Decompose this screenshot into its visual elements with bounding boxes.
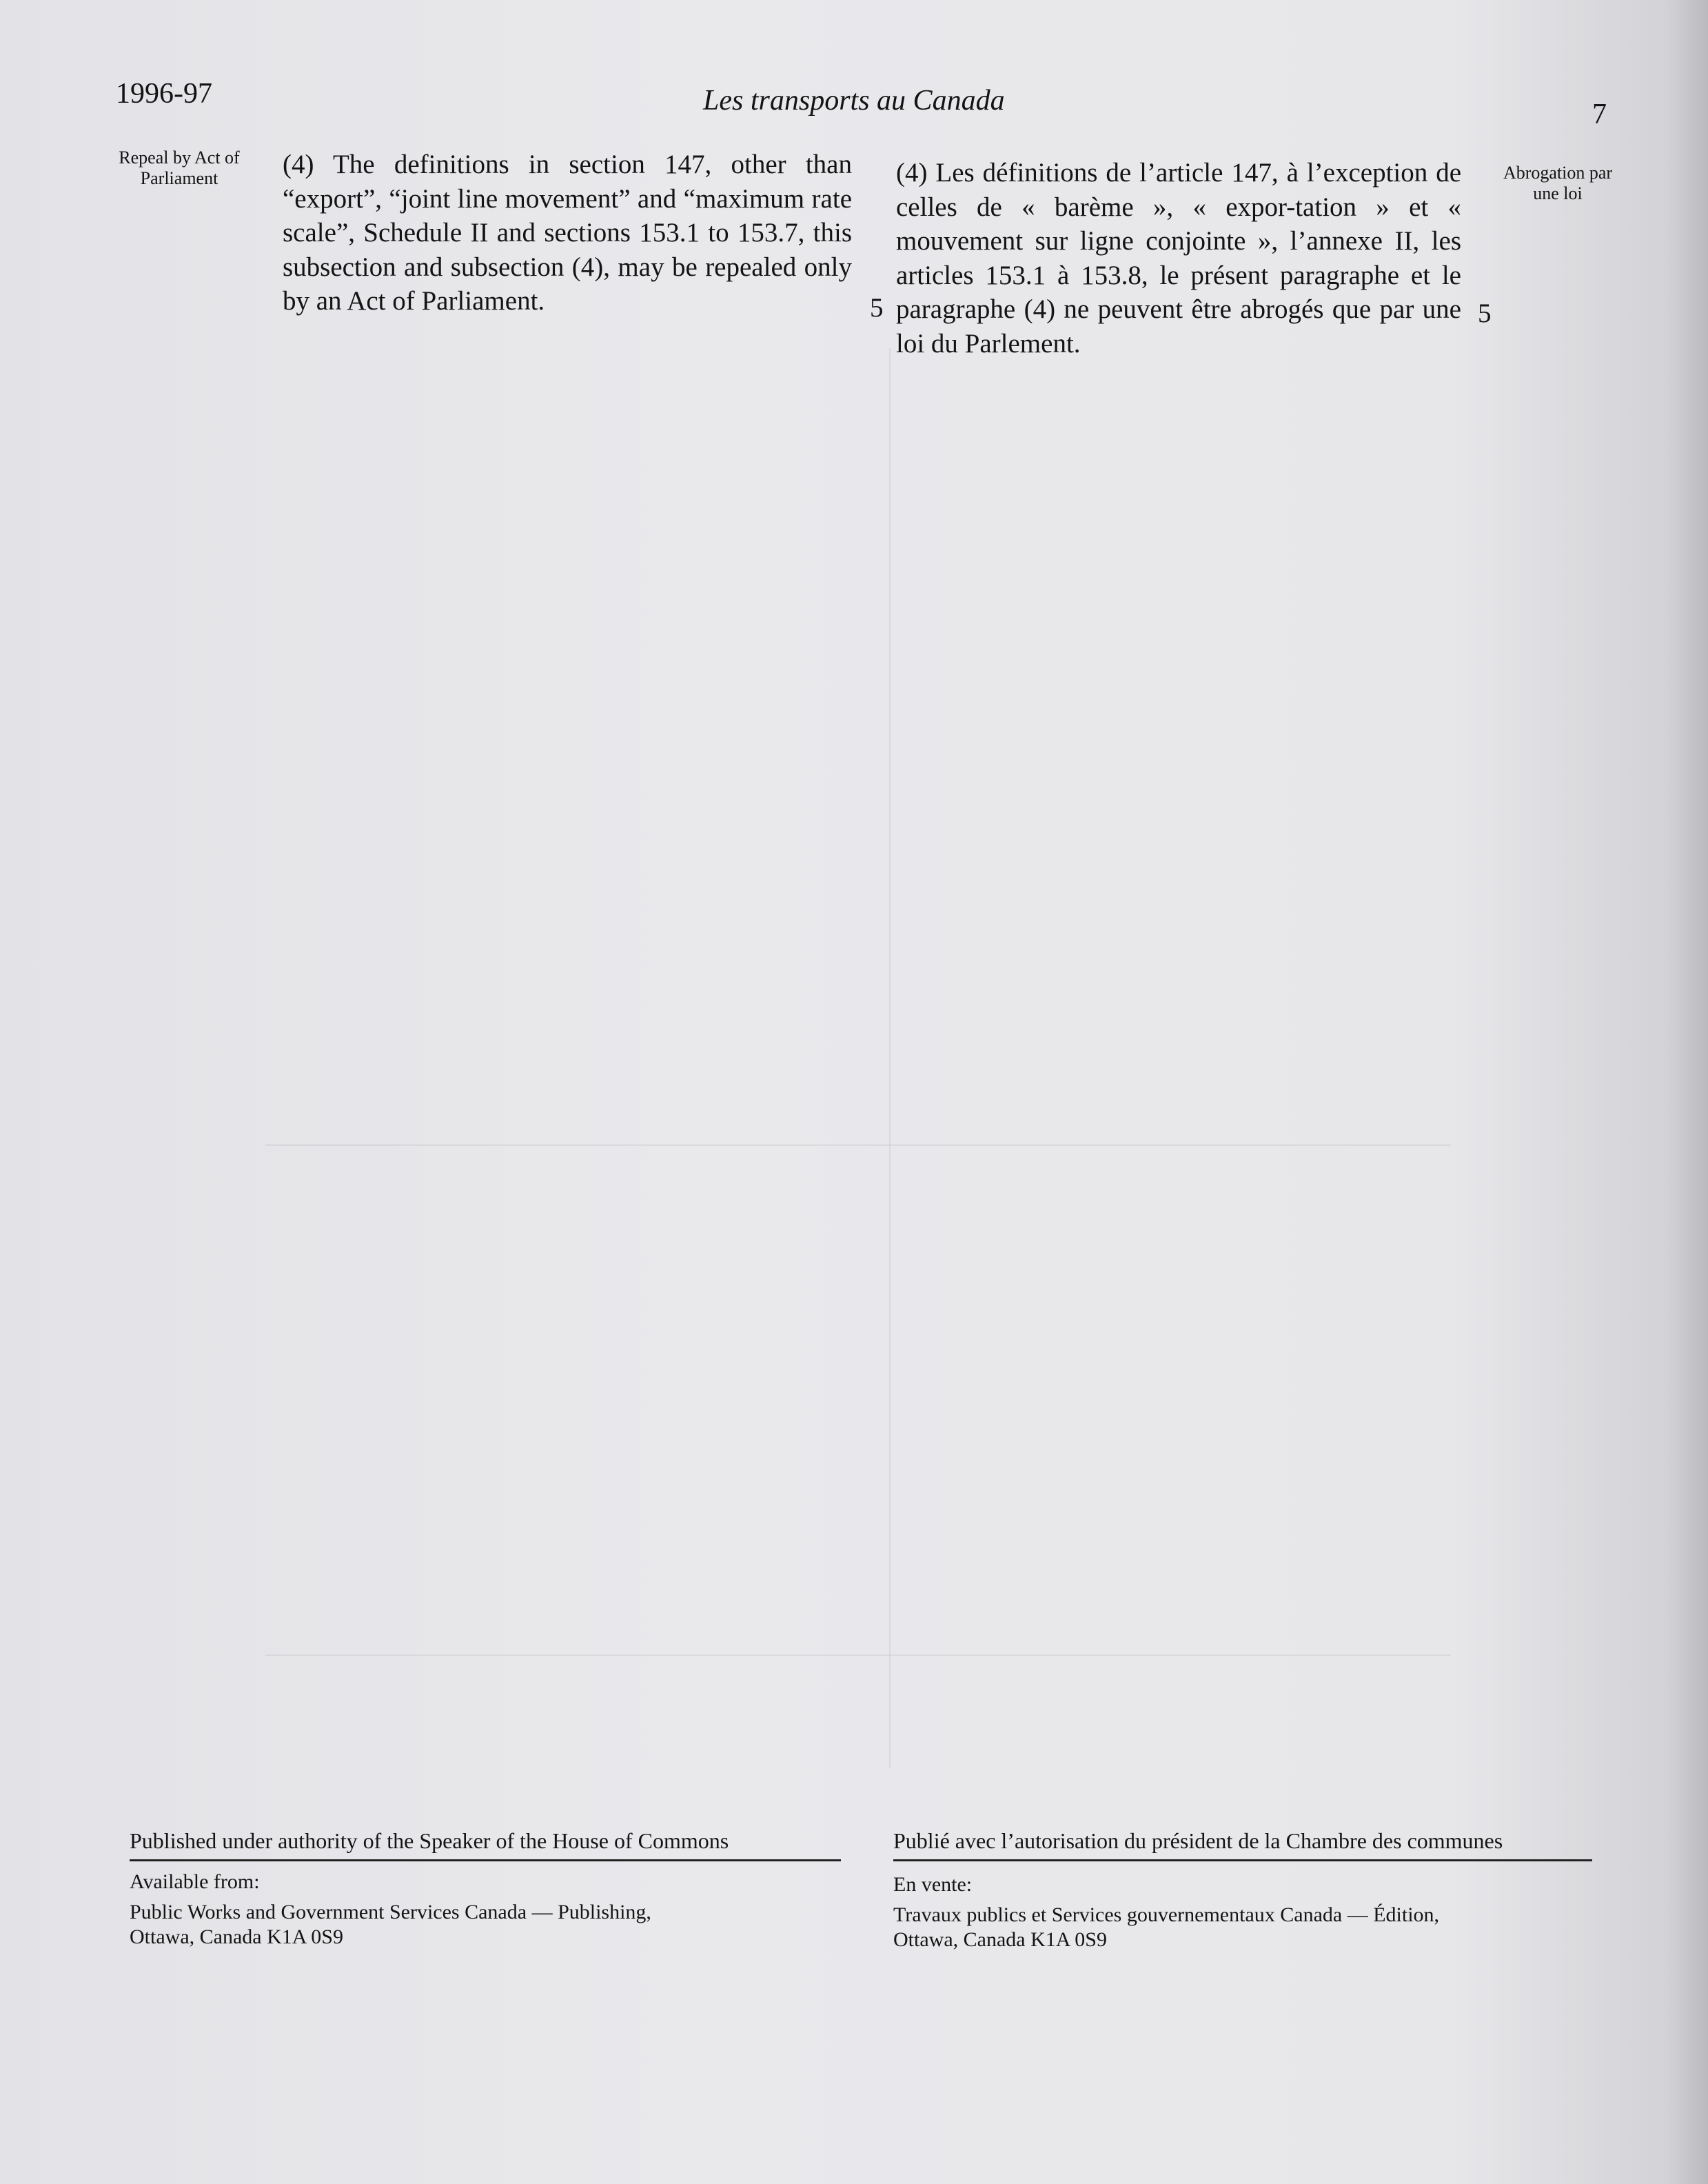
imprint-availability-english	[130, 1870, 841, 1950]
line-number-english: 5	[870, 293, 884, 323]
french-subsection-text: (4) Les définitions de l’article 147, à l’exception de celles de « barème », « expor-tation » et « mouvement sur ligne conjointe », l’annexe II, les articles 153.1 à 153.8, le présent paragraphe et le paragraphe (4) ne peuvent être abrogés que par une loi du Parlement.	[896, 158, 1461, 358]
publisher-name: Public Works and Government Services Canada — Publishing,	[130, 1901, 651, 1923]
publisher-name: Travaux publics et Services gouvernementaux Canada — Édition,	[893, 1903, 1440, 1926]
english-subsection-text: (4) The definitions in section 147, other than “export”, “joint line movement” and “maximum rate scale”, Schedule II and sections 153.1 to 153.7, this subsection and subsection (4), may be repealed only by an Act of Parliament.	[283, 150, 852, 316]
bleed-through-rule	[265, 1144, 1451, 1146]
bleed-through-rule	[889, 348, 891, 1768]
margin-note-french: Abrogation par une loi	[1503, 163, 1613, 203]
available-label: En vente:	[893, 1873, 973, 1896]
line-number-french: 5	[1478, 299, 1492, 328]
imprint-authority-english: Published under authority of the Speaker of the House of Commons	[130, 1828, 841, 1861]
imprint-availability-french	[893, 1872, 1592, 1952]
margin-note-english: Repeal by Act of Parliament	[119, 148, 240, 188]
imprint-authority-french: Publié avec l’autorisation du président de la Chambre des communes	[893, 1828, 1592, 1861]
publisher-address: Ottawa, Canada K1A 0S9	[893, 1928, 1107, 1951]
bleed-through-rule	[265, 1655, 1451, 1656]
page-number: 7	[1592, 99, 1607, 130]
publisher-address: Ottawa, Canada K1A 0S9	[130, 1925, 343, 1948]
page-edge-shadow	[1667, 0, 1708, 2184]
running-title: Les transports au Canada	[703, 85, 1005, 117]
available-label: Available from:	[130, 1870, 260, 1893]
session-year: 1996-97	[116, 78, 212, 110]
